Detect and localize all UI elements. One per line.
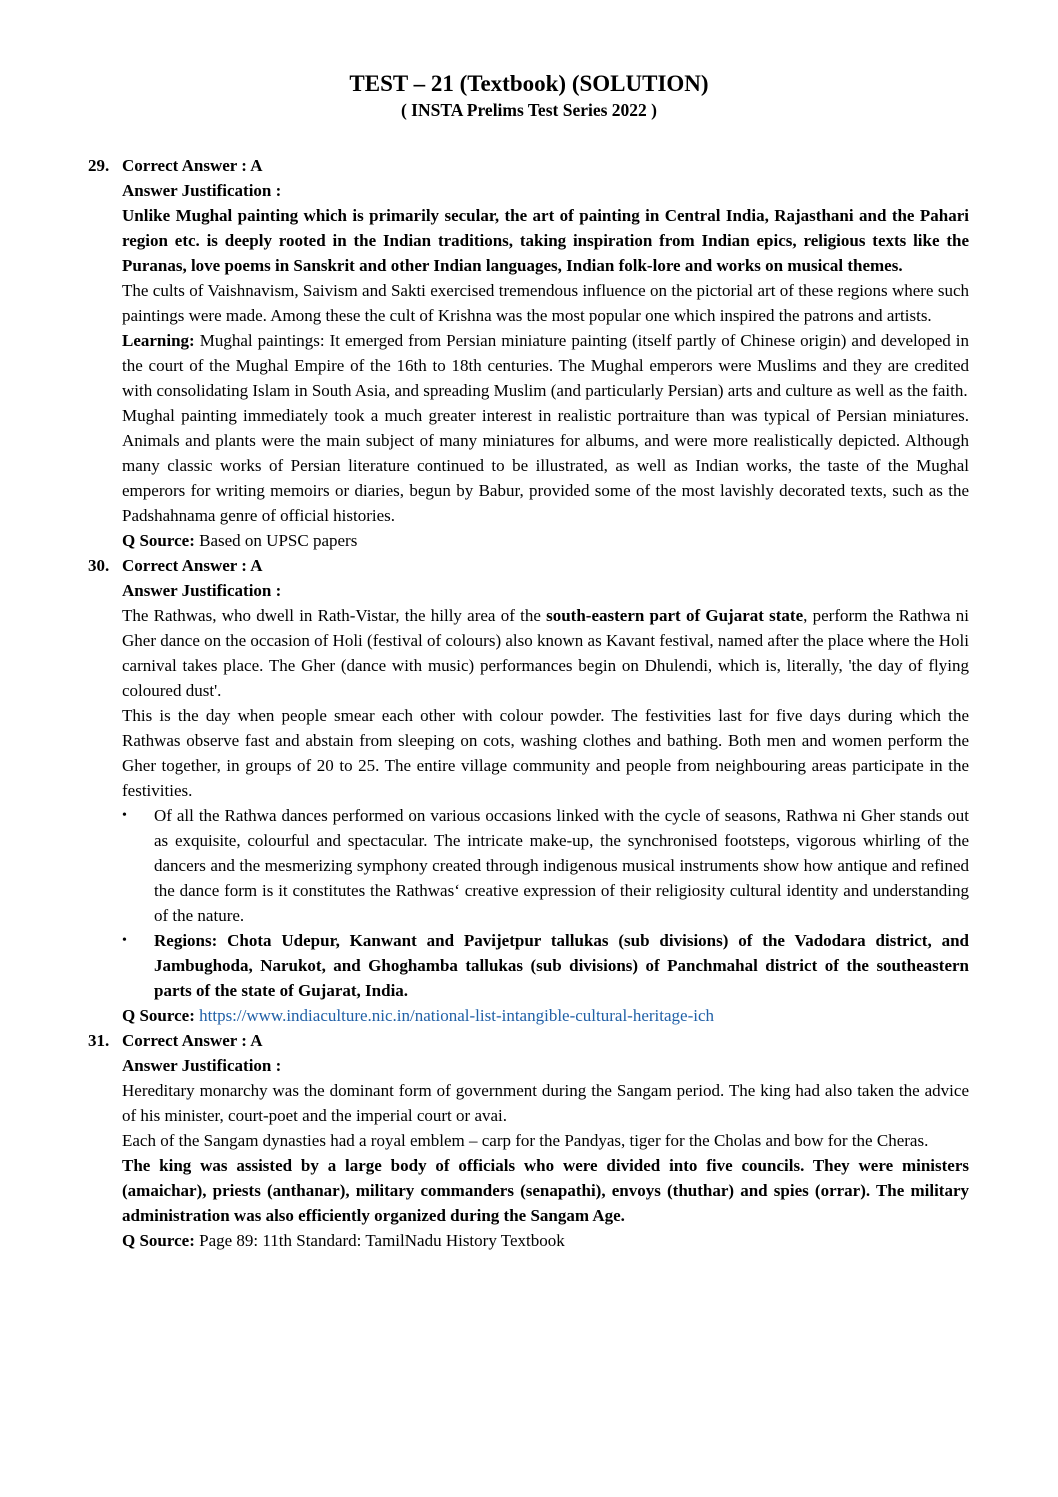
question-29: [88, 153, 969, 553]
source-text: Page 89: 11th Standard: TamilNadu History Textbook: [194, 1231, 565, 1250]
source-label: Q Source:: [122, 1231, 195, 1250]
question-source: [122, 1228, 969, 1253]
source-text: Based on UPSC papers: [194, 531, 358, 550]
source-label: Q Source:: [122, 531, 195, 550]
question-header: [88, 553, 969, 578]
paragraph: The king was assisted by a large body of officials who were divided into five councils. They were ministers (amaichar), priests (anthanar), military commanders (senapathi), envoys (thuthar) and spies (orrar). The military administration was also efficiently organized during the Sangam Age.: [122, 1156, 969, 1225]
justification-heading: Answer Justification :: [122, 581, 282, 600]
text-run: , perform the Rathwa ni Gher dance on the occasion of Holi (festival of colours) also known as Kavant festival, named after the place where the Holi carnival takes place. The Gher (dance with music) performances begin on Dhulendi, which is, literally, 'the day of flying coloured dust'.: [122, 606, 969, 700]
question-header: [88, 153, 969, 178]
page-subtitle: ( INSTA Prelims Test Series 2022 ): [400, 100, 657, 120]
question-source: [122, 1003, 969, 1028]
question-31: [88, 1028, 969, 1253]
question-number: 30.: [88, 556, 110, 575]
page-title: TEST – 21 (Textbook) (SOLUTION): [349, 71, 709, 96]
bullet-item: [122, 928, 969, 1003]
paragraph: Unlike Mughal painting which is primarily secular, the art of painting in Central India, Rajasthani and the Pahari region etc. is deeply rooted in the Indian traditions, taking inspiration from Indian epics, religious texts like the Puranas, love poems in Sanskrit and other Indian languages, Indian folk-lore and works on musical themes.: [122, 206, 969, 275]
question-number: 31.: [88, 1031, 110, 1050]
question-source: [122, 528, 969, 553]
bullet-text: Of all the Rathwa dances performed on various occasions linked with the cycle of seasons, Rathwa ni Gher stands out as exquisite, colourful and spectacular. The intricate make-up, the synchronised footsteps, vigorous whirling of the dancers and the mesmerizing symphony created through indigenous musical instruments show how antique and refined the dance form is it constitutes the Rathwas‘ creative expression of their religiosity cultural identity and understanding of the nature.: [154, 806, 969, 925]
paragraph: The cults of Vaishnavism, Saivism and Sakti exercised tremendous influence on the pictorial art of these regions where such paintings were made. Among these the cult of Krishna was the most popular one which inspired the patrons and artists.: [122, 281, 969, 325]
question-number: 29.: [88, 156, 110, 175]
learning-label: Learning:: [122, 331, 195, 350]
source-label: Q Source:: [122, 1006, 195, 1025]
bullet-icon: •: [122, 933, 127, 948]
bullet-item: [122, 803, 969, 928]
justification-heading: Answer Justification :: [122, 181, 282, 200]
paragraph: Mughal painting immediately took a much greater interest in realistic portraiture than was typical of Persian miniatures. Animals and plants were the main subject of many miniatures for albums, and were more realistically depicted. Although many classic works of Persian literature continued to be illustrated, as well as Indian works, the taste of the Mughal emperors for writing memoirs or diaries, begun by Babur, provided some of the most lavishly decorated texts, such as the Padshahnama genre of official histories.: [122, 406, 969, 525]
question-header: [88, 1028, 969, 1053]
correct-answer: Correct Answer : A: [122, 1031, 263, 1050]
paragraph: Hereditary monarchy was the dominant form of government during the Sangam period. The king had also taken the advice of his minister, court-poet and the imperial court or avai.: [122, 1081, 969, 1125]
learning-text: Mughal paintings: It emerged from Persian miniature painting (itself partly of Chinese origin) and developed in the court of the Mughal Empire of the 16th to 18th centuries. The Mughal emperors were Muslims and they are credited with consolidating Islam in South Asia, and spreading Muslim (and particularly Persian) arts and culture as well as the faith.: [122, 331, 969, 400]
paragraph: This is the day when people smear each other with colour powder. The festivities last for five days during which the Rathwas observe fast and abstain from sleeping on cots, washing clothes and bathing. Both men and women perform the Gher together, in groups of 20 to 25. The entire village community and people from neighbouring areas participate in the festivities.: [122, 706, 969, 800]
paragraph: [122, 328, 969, 403]
correct-answer: Correct Answer : A: [122, 556, 263, 575]
text-run: The Rathwas, who dwell in Rath-Vistar, the hilly area of the: [122, 606, 547, 625]
question-30: [88, 553, 969, 1028]
source-link[interactable]: https://www.indiaculture.nic.in/national-list-intangible-cultural-heritage-ich: [199, 1006, 715, 1025]
correct-answer: Correct Answer : A: [122, 156, 263, 175]
paragraph: Each of the Sangam dynasties had a royal emblem – carp for the Pandyas, tiger for the Cholas and bow for the Cheras.: [122, 1131, 929, 1150]
text-run-bold: south-eastern part of Gujarat state: [546, 606, 804, 625]
paragraph: [122, 603, 969, 703]
bullet-text: Regions: Chota Udepur, Kanwant and Pavijetpur tallukas (sub divisions) of the Vadodara district, and Jambughoda, Narukot, and Ghoghamba tallukas (sub divisions) of Panchmahal district of the southeastern parts of the state of Gujarat, India.: [154, 931, 969, 1000]
justification-heading: Answer Justification :: [122, 1056, 282, 1075]
bullet-icon: •: [122, 808, 127, 823]
solutions-content: [88, 153, 969, 1253]
